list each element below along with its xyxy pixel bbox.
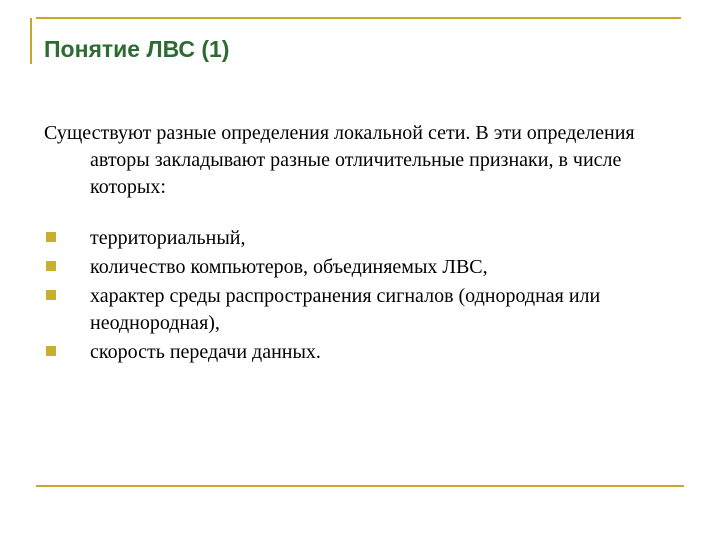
intro-paragraph: Существуют разные определения локальной сети. В эти определения авторы закладывают разные отличительные признаки, в числе которых: — [44, 122, 635, 198]
list-item — [44, 283, 684, 337]
list-item — [44, 225, 684, 252]
bottom-divider — [36, 485, 684, 487]
square-bullet-icon — [46, 290, 56, 300]
square-bullet-icon — [46, 261, 56, 271]
slide-title: Понятие ЛВС (1) — [44, 36, 230, 62]
left-accent-line — [30, 18, 32, 64]
square-bullet-icon — [46, 346, 56, 356]
list-item-text: количество компьютеров, объединяемых ЛВС, — [90, 256, 488, 278]
list-item-text: скорость передачи данных. — [90, 341, 321, 363]
slide-body — [44, 120, 684, 368]
list-item-text: характер среды распространения сигналов (однородная или неоднородная), — [90, 285, 601, 334]
bullet-list — [44, 225, 684, 366]
top-divider — [36, 17, 681, 19]
square-bullet-icon — [46, 232, 56, 242]
list-item — [44, 254, 684, 281]
list-item-text: территориальный, — [90, 227, 246, 249]
list-item — [44, 339, 684, 366]
